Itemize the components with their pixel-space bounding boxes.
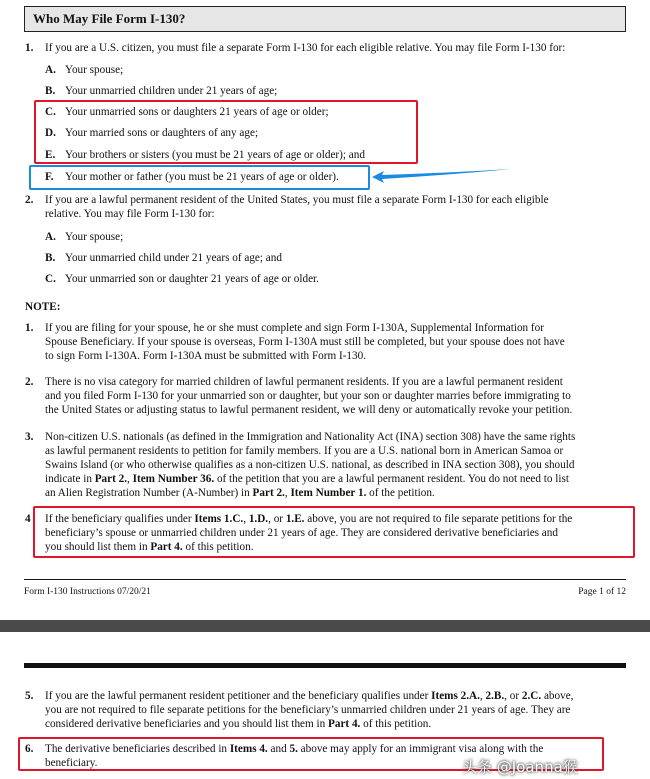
item-1c-text: Your unmarried sons or daughters 21 years of age or older; bbox=[65, 106, 329, 118]
item-1d-letter: D. bbox=[45, 127, 56, 139]
item-1f-text: Your mother or father (you must be 21 years of age or older). bbox=[65, 171, 339, 183]
item-6-line2: beneficiary. bbox=[45, 757, 98, 769]
item-1c-letter: C. bbox=[45, 106, 56, 118]
note-4-line2: beneficiary’s spouse or unmarried children under 21 years of age. They are considered derivative beneficiaries and bbox=[45, 527, 558, 539]
item-1a-text: Your spouse; bbox=[65, 64, 124, 76]
page2-top-rule bbox=[24, 663, 626, 668]
watermark-text: 头条 @Joanna猴 bbox=[462, 758, 578, 776]
item-5-line2: you are not required to file separate petitions for the beneficiary’s unmarried children under 21 years of age. They are bbox=[45, 704, 571, 716]
blue-highlight-box-f bbox=[29, 165, 370, 190]
item-2b-letter: B. bbox=[45, 252, 56, 264]
item-1f-letter: F. bbox=[45, 171, 54, 183]
note-1-number: 1. bbox=[25, 322, 34, 334]
item-2-line1: If you are a lawful permanent resident of the United States, you must file a separate Form I-130 for each eligible bbox=[45, 194, 549, 206]
note-3-line1: Non-citizen U.S. nationals (as defined in the Immigration and Nationality Act (INA) section 308) have the same rights bbox=[45, 431, 576, 443]
note-1-line1: If you are filing for your spouse, he or she must complete and sign Form I-130A, Supplemental Information for bbox=[45, 322, 544, 334]
blue-arrow bbox=[368, 165, 518, 187]
page-separator bbox=[0, 620, 650, 632]
item-1-number: 1. bbox=[25, 42, 34, 54]
note-3-line3: Swains Island (or who otherwise qualifies as a non-citizen U.S. national, as described in INA section 308), you should bbox=[45, 459, 575, 471]
note-2-line3: the United States or adjusting status to lawful permanent resident, we will deny or automatically revoke your petition. bbox=[45, 404, 573, 416]
note-3-line5: an Alien Registration Number (A-Number) in Part 2., Item Number 1. of the petition. bbox=[45, 487, 435, 499]
footer-page-number: Page 1 of 12 bbox=[578, 587, 626, 597]
note-1-line2: Spouse Beneficiary. If your spouse is overseas, Form I-130A must still be completed, but your spouse does not have bbox=[45, 336, 565, 348]
note-1-line3: to sign Form I-130A. Form I-130A must be submitted with Form I-130. bbox=[45, 350, 367, 362]
note-2-line2: and you filed Form I-130 for your unmarried son or daughter, but your son or daughter marries before immigrating to bbox=[45, 390, 571, 402]
note-label: NOTE: bbox=[25, 301, 61, 313]
item-1e-letter: E. bbox=[45, 149, 56, 161]
item-1d-text: Your married sons or daughters of any age; bbox=[65, 127, 259, 139]
item-1-intro: If you are a U.S. citizen, you must file a separate Form I-130 for each eligible relative. You may file Form I-130 for: bbox=[45, 42, 566, 54]
item-1b-text: Your unmarried children under 21 years of age; bbox=[65, 85, 278, 97]
footer-rule bbox=[24, 579, 626, 580]
item-1b-letter: B. bbox=[45, 85, 56, 97]
footer-form-info: Form I-130 Instructions 07/20/21 bbox=[24, 587, 151, 597]
item-5-line3: considered derivative beneficiaries and you should list them in Part 4. of this petition. bbox=[45, 718, 432, 730]
red-highlight-box-c-e bbox=[34, 100, 418, 164]
note-3-number: 3. bbox=[25, 431, 34, 443]
item-6-line1: The derivative beneficiaries described in Items 4. and 5. above may apply for an immigrant visa along with the bbox=[45, 743, 544, 755]
red-highlight-box-note-4 bbox=[33, 506, 635, 558]
section-title: Who May File Form I-130? bbox=[33, 11, 186, 26]
item-5-line1: If you are the lawful permanent resident petitioner and the beneficiary qualifies under Items 2.A., 2.B., or 2.C. above, bbox=[45, 690, 574, 702]
item-1a-letter: A. bbox=[45, 64, 56, 76]
item-1e-text: Your brothers or sisters (you must be 21 years of age or older); and bbox=[65, 149, 365, 161]
note-4-number: 4 bbox=[25, 513, 31, 525]
item-2a-letter: A. bbox=[45, 231, 56, 243]
item-2b-text: Your unmarried child under 21 years of age; and bbox=[65, 252, 282, 264]
item-2c-text: Your unmarried son or daughter 21 years of age or older. bbox=[65, 273, 319, 285]
item-2c-letter: C. bbox=[45, 273, 56, 285]
note-4-line3: you should list them in Part 4. of this petition. bbox=[45, 541, 254, 553]
item-2-line2: relative. You may file Form I-130 for: bbox=[45, 208, 215, 220]
note-3-line2: as lawful permanent residents to petition for family members. If you are a U.S. national born in American Samoa or bbox=[45, 445, 564, 457]
note-3-line4: indicate in Part 2., Item Number 36. of the petition that you are a lawful permanent resident. You do not need to list bbox=[45, 473, 569, 485]
note-2-number: 2. bbox=[25, 376, 34, 388]
item-5-number: 5. bbox=[25, 690, 34, 702]
item-2-number: 2. bbox=[25, 194, 34, 206]
item-2a-text: Your spouse; bbox=[65, 231, 124, 243]
note-2-line1: There is no visa category for married children of lawful permanent residents. If you are a lawful permanent resident bbox=[45, 376, 563, 388]
note-4-line1: If the beneficiary qualifies under Items 1.C., 1.D., or 1.E. above, you are not required to file separate petitions for the bbox=[45, 513, 573, 525]
item-6-number: 6. bbox=[25, 743, 34, 755]
section-header bbox=[24, 6, 626, 32]
